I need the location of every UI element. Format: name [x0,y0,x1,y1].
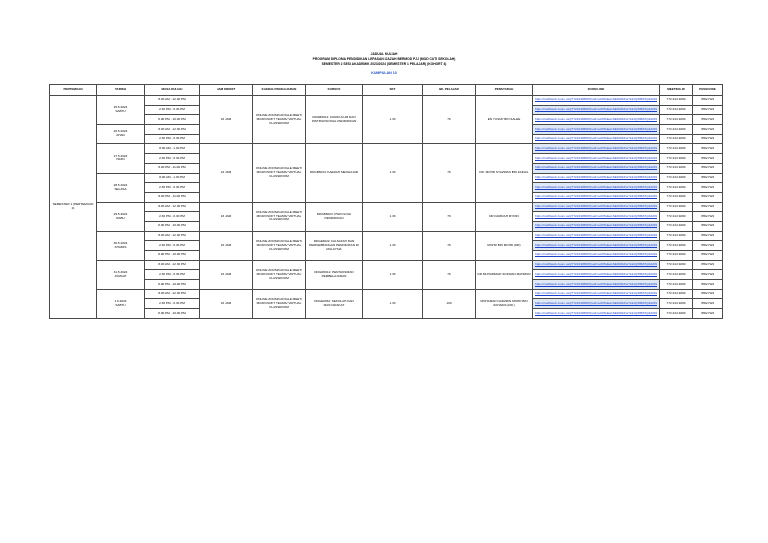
time-cell: 8.00 PM - 10.00 PM [145,221,200,231]
time-cell: 2.30 PM - 6.30 PM [145,212,200,222]
header-skt: SKT [363,85,423,96]
date-cell [97,96,145,125]
meeting-id-cell: 772 244 9290 [660,289,693,299]
passcode-cell: IH8eYW4 [693,251,723,261]
zoom-link[interactable]: https://us06web.zoom.us/j/77224495087pwd=aU9TeEwxSE0zRkFwYkk1QXlBZXQ4dz09 [533,183,660,193]
time-cell: 8.00 PM - 11.00 PM [145,192,200,202]
course-cell: DDGE6022: FALSAFAH DAN PERKEMBANGAN PENDIDIKAN DI MALAYSIA [306,231,363,260]
method-cell: ONLINE ZOOM/GOOGLE MEET/ MICROSOFT TEAMS/ VIRTUAL CLASSROOM [253,231,306,260]
day-text: AHAD [116,133,125,138]
meeting-id-cell: 772 244 9290 [660,221,693,231]
zoom-link[interactable]: https://us06web.zoom.us/j/77224495087pwd=aU9TeEwxSE0zRkFwYkk1QXlBZXQ4dz09 [533,299,660,309]
schedule-table [49,84,723,319]
meeting-id-cell: 772 244 9290 [660,260,693,270]
skt-cell: 1.33 [363,202,423,231]
students-cell: 76 [423,260,476,289]
lecturer-cell: DR. MOHD SYAZWAN BIN ZAINAL [476,144,533,202]
meeting-id-cell: 772 244 9290 [660,202,693,212]
students-cell: 76 [423,231,476,260]
table-row [50,144,723,154]
passcode-cell: IH8eYW4 [693,144,723,154]
meeting-id-cell: 772 244 9290 [660,183,693,193]
meeting-id-cell: 772 244 9290 [660,251,693,261]
passcode-cell: IH8eYW4 [693,163,723,173]
header-meeting-id: MEETING ID [660,85,693,96]
zoom-link[interactable]: https://us06web.zoom.us/j/77224495087pwd=aU9TeEwxSE0zRkFwYkk1QXlBZXQ4dz09 [533,241,660,251]
skt-cell: 1.33 [363,144,423,202]
header-zoom-link: ZOOM LINK [533,85,660,96]
zoom-link[interactable]: https://us06web.zoom.us/j/77224495087pwd=aU9TeEwxSE0zRkFwYkk1QXlBZXQ4dz09 [533,105,660,115]
header-pensyarah: PENSYARAH [476,85,533,96]
time-cell: 8.00 AM - 12.30 PM [145,96,200,106]
passcode-cell: IH8eYW4 [693,134,723,144]
title-line-1: JADUAL KULIAH [370,52,398,56]
meeting-id-cell: 772 244 9290 [660,163,693,173]
header-row [50,85,723,96]
zoom-link[interactable]: https://us06web.zoom.us/j/77224495087pwd=aU9TeEwxSE0zRkFwYkk1QXlBZXQ4dz09 [533,289,660,299]
zoom-link[interactable]: https://us06web.zoom.us/j/77224495087pwd=aU9TeEwxSE0zRkFwYkk1QXlBZXQ4dz09 [533,309,660,319]
students-cell: 76 [423,96,476,144]
title-line-3: SEMESTER 2 SESI AKADEMIK 2023/2024 (SEMESTER 1 PELAJAR) (KOHORT 4) [321,62,447,66]
time-cell: 8.00 PM - 10.00 PM [145,251,200,261]
passcode-cell: IH8eYW4 [693,125,723,135]
pertemuan-cell: SEMESTER 1 (PERTEMUAN 2) [50,96,97,319]
header-masa: MASA KULIAH [145,85,200,96]
time-cell: 2.30 PM - 6.30 PM [145,183,200,193]
method-cell: ONLINE ZOOM/GOOGLE MEET/ MICROSOFT TEAMS/ VIRTUAL CLASSROOM [253,144,306,202]
title-line-2: PROGRAM DIPLOMA PENDIDIKAN LEPASAN IJAZAH BERMOD PJJ (MOD CUTI SEKOLAH) [312,57,456,61]
passcode-cell: IH8eYW4 [693,280,723,290]
skt-cell: 1.33 [363,231,423,260]
table-row [50,260,723,270]
date-text: 26.5.2024 [113,129,128,134]
time-cell: 2.30 PM - 6.30 PM [145,270,200,280]
skt-cell: 1.33 [363,289,423,318]
passcode-cell: IH8eYW4 [693,173,723,183]
passcode-cell: IH8eYW4 [693,202,723,212]
course-cell: DDGB6014: KURIKULUM DAN INSTRUKSIONAL PENDIDIKAN [306,96,363,144]
time-cell: 8.00 AM - 12.30 PM [145,231,200,241]
header-bil-pelajar: BIL PELAJAR [423,85,476,96]
date-cell [97,125,145,144]
time-cell: 8.00 AM - 12.30 PM [145,289,200,299]
header-passcode: PASSCODE [693,85,723,96]
passcode-cell: IH8eYW4 [693,183,723,193]
day-text: SABTU [115,109,126,114]
passcode-cell: IH8eYW4 [693,260,723,270]
lecturer-cell: DR FARIDAH MYDIN [476,202,533,231]
hours-cell: 16 JAM [200,231,253,260]
meeting-id-cell: 772 244 9290 [660,231,693,241]
passcode-cell: IH8eYW4 [693,212,723,222]
passcode-cell: IH8eYW4 [693,154,723,164]
header-tarikh: TARIKH [97,85,145,96]
day-text: JUMAAT [114,273,127,278]
hours-cell: 24 JAM [200,144,253,202]
zoom-link[interactable]: https://us06web.zoom.us/j/77224495087pwd=aU9TeEwxSE0zRkFwYkk1QXlBZXQ4dz09 [533,115,660,125]
group-label: KUMPULAN 10 [371,71,397,75]
passcode-cell: IH8eYW4 [693,96,723,106]
date-text: 31.5.2024 [113,269,128,274]
table-row [50,96,723,106]
meeting-id-cell: 772 244 9290 [660,154,693,164]
date-cell [97,202,145,231]
meeting-id-cell: 772 244 9290 [660,299,693,309]
meeting-id-cell: 772 244 9290 [660,212,693,222]
zoom-link[interactable]: https://us06web.zoom.us/j/77224495087pwd=aU9TeEwxSE0zRkFwYkk1QXlBZXQ4dz09 [533,125,660,135]
day-text: KHAMIS [114,244,127,249]
date-cell [97,231,145,260]
passcode-cell: IH8eYW4 [693,289,723,299]
zoom-link[interactable]: https://us06web.zoom.us/j/77224495087pwd=aU9TeEwxSE0zRkFwYkk1QXlBZXQ4dz09 [533,221,660,231]
method-cell: ONLINE ZOOM/GOOGLE MEET/ MICROSOFT TEAMS/ VIRTUAL CLASSROOM [253,289,306,318]
course-cell: DDGE6032: SEKOLAH DAN MASYARAKAT [306,289,363,318]
zoom-link[interactable]: https://us06web.zoom.us/j/77224495087pwd=aU9TeEwxSE0zRkFwYkk1QXlBZXQ4dz09 [533,260,660,270]
time-cell: 8.00 AM - 12.30 PM [145,125,200,135]
meeting-id-cell: 772 244 9290 [660,96,693,106]
students-cell: 76 [423,202,476,231]
date-cell [97,173,145,202]
method-cell: ONLINE ZOOM/GOOGLE MEET/ MICROSOFT TEAMS/ VIRTUAL CLASSROOM [253,96,306,144]
meeting-id-cell: 772 244 9290 [660,144,693,154]
day-text: SABTU [115,302,126,307]
hours-cell: 16 JAM [200,260,253,289]
meeting-id-cell: 772 244 9290 [660,192,693,202]
time-cell: 8.00 PM - 10.00 PM [145,280,200,290]
passcode-cell: IH8eYW4 [693,270,723,280]
meeting-id-cell: 772 244 9290 [660,105,693,115]
meeting-id-cell: 772 244 9290 [660,309,693,319]
day-text: SELASA [114,186,127,191]
skt-cell: 1.33 [363,260,423,289]
header-kursus: KURSUS [306,85,363,96]
header-kaedah: KAEDAH PENGAJARAN [253,85,306,96]
course-cell: DDGB6024: PSIKOLOGI PENDIDIKAN [306,202,363,231]
time-cell: 2.30 PM - 6.30 PM [145,154,200,164]
table-row [50,202,723,212]
time-cell: 2.30 PM - 6.30 PM [145,241,200,251]
date-text: 27.5.2024 [113,153,128,158]
date-cell [97,260,145,289]
meeting-id-cell: 772 244 9290 [660,280,693,290]
date-text: 1.6.2024 [114,298,127,303]
course-cell: DDGB6034: KAEDAH MENGAJAR [306,144,363,202]
table-row [50,231,723,241]
course-cell: DDGR6012: PENTAKSIRAN PEMBELAJARAN [306,260,363,289]
date-text: 25.5.2024 [113,105,128,110]
zoom-link[interactable]: https://us06web.zoom.us/j/77224495087pwd=aU9TeEwxSE0zRkFwYkk1QXlBZXQ4dz09 [533,231,660,241]
time-cell: 8.00 AM - 1.30 PM [145,173,200,183]
zoom-link[interactable]: https://us06web.zoom.us/j/77224495087pwd=aU9TeEwxSE0zRkFwYkk1QXlBZXQ4dz09 [533,280,660,290]
time-cell: 8.00 PM - 10.00 PM [145,309,200,319]
time-cell: 8.00 PM - 10.00 PM [145,115,200,125]
passcode-cell: IH8eYW4 [693,105,723,115]
passcode-cell: IH8eYW4 [693,192,723,202]
time-cell: 8.00 AM - 12.30 PM [145,202,200,212]
passcode-cell: IH8eYW4 [693,241,723,251]
time-cell: 8.00 PM - 11.00 PM [145,163,200,173]
date-cell [97,144,145,173]
hours-cell: 16 JAM [200,96,253,144]
method-cell: ONLINE ZOOM/GOOGLE MEET/ MICROSOFT TEAMS/ VIRTUAL CLASSROOM [253,202,306,231]
zoom-link[interactable]: https://us06web.zoom.us/j/77224495087pwd=aU9TeEwxSE0zRkFwYkk1QXlBZXQ4dz09 [533,134,660,144]
passcode-cell: IH8eYW4 [693,231,723,241]
zoom-link[interactable]: https://us06web.zoom.us/j/77224495087pwd=aU9TeEwxSE0zRkFwYkk1QXlBZXQ4dz09 [533,270,660,280]
zoom-link[interactable]: https://us06web.zoom.us/j/77224495087pwd=aU9TeEwxSE0zRkFwYkk1QXlBZXQ4dz09 [533,173,660,183]
passcode-cell: IH8eYW4 [693,309,723,319]
time-cell: 2.30 PM - 6.30 PM [145,299,200,309]
zoom-link[interactable]: https://us06web.zoom.us/j/77224495087pwd=aU9TeEwxSE0zRkFwYkk1QXlBZXQ4dz09 [533,202,660,212]
time-cell: 2.30 PM - 6.30 PM [145,134,200,144]
time-cell: 8.00 AM - 12.30 PM [145,260,200,270]
passcode-cell: IH8eYW4 [693,221,723,231]
day-text: ISNIN [116,157,125,162]
header-jam-kredit: JAM KREDIT [200,85,253,96]
meeting-id-cell: 772 244 9290 [660,134,693,144]
date-text: 29.5.2024 [113,211,128,216]
day-text: RABU [116,215,125,220]
zoom-link[interactable]: https://us06web.zoom.us/j/77224495087pwd=aU9TeEwxSE0zRkFwYkk1QXlBZXQ4dz09 [533,163,660,173]
hours-cell: 16 JAM [200,289,253,318]
zoom-link[interactable]: https://us06web.zoom.us/j/77224495087pwd=aU9TeEwxSE0zRkFwYkk1QXlBZXQ4dz09 [533,144,660,154]
zoom-link[interactable]: https://us06web.zoom.us/j/77224495087pwd=aU9TeEwxSE0zRkFwYkk1QXlBZXQ4dz09 [533,212,660,222]
lecturer-cell: DR MUHAMMAD SOFWAN MAHMUD [476,260,533,289]
zoom-link[interactable]: https://us06web.zoom.us/j/77224495087pwd=aU9TeEwxSE0zRkFwYkk1QXlBZXQ4dz09 [533,154,660,164]
passcode-cell: IH8eYW4 [693,115,723,125]
date-cell [97,289,145,318]
students-cell: 76 [423,144,476,202]
table-row [50,289,723,299]
lecturer-cell: EN YUSUP BIN SALEE [476,96,533,144]
meeting-id-cell: 772 244 9290 [660,270,693,280]
meeting-id-cell: 772 244 9290 [660,115,693,125]
hours-cell: 16 JAM [200,202,253,231]
zoom-link[interactable]: https://us06web.zoom.us/j/77224495087pwd=aU9TeEwxSE0zRkFwYkk1QXlBZXQ4dz09 [533,251,660,261]
students-cell: 100 [423,289,476,318]
zoom-link[interactable]: https://us06web.zoom.us/j/77224495087pwd=aU9TeEwxSE0zRkFwYkk1QXlBZXQ4dz09 [533,192,660,202]
meeting-id-cell: 772 244 9290 [660,125,693,135]
header-pertemuan: PERTEMUAN [50,85,97,96]
date-text: 28.5.2024 [113,182,128,187]
meeting-id-cell: 772 244 9290 [660,173,693,183]
skt-cell: 1.33 [363,96,423,144]
method-cell: ONLINE ZOOM/GOOGLE MEET/ MICROSOFT TEAMS/ VIRTUAL CLASSROOM [253,260,306,289]
lecturer-cell: MOHD BIN MOHD (DR) [476,231,533,260]
passcode-cell: IH8eYW4 [693,299,723,309]
time-cell: 2.30 PM - 6.30 PM [145,105,200,115]
date-text: 30.5.2024 [113,240,128,245]
time-cell: 8.00 AM - 1.30 PM [145,144,200,154]
lecturer-cell: MOHAMAD NADZRIN MOHD BIN ZAHAIRA (DR.) [476,289,533,318]
meeting-id-cell: 772 244 9290 [660,241,693,251]
zoom-link[interactable]: https://us06web.zoom.us/j/77224495087pwd=aU9TeEwxSE0zRkFwYkk1QXlBZXQ4dz09 [533,96,660,106]
